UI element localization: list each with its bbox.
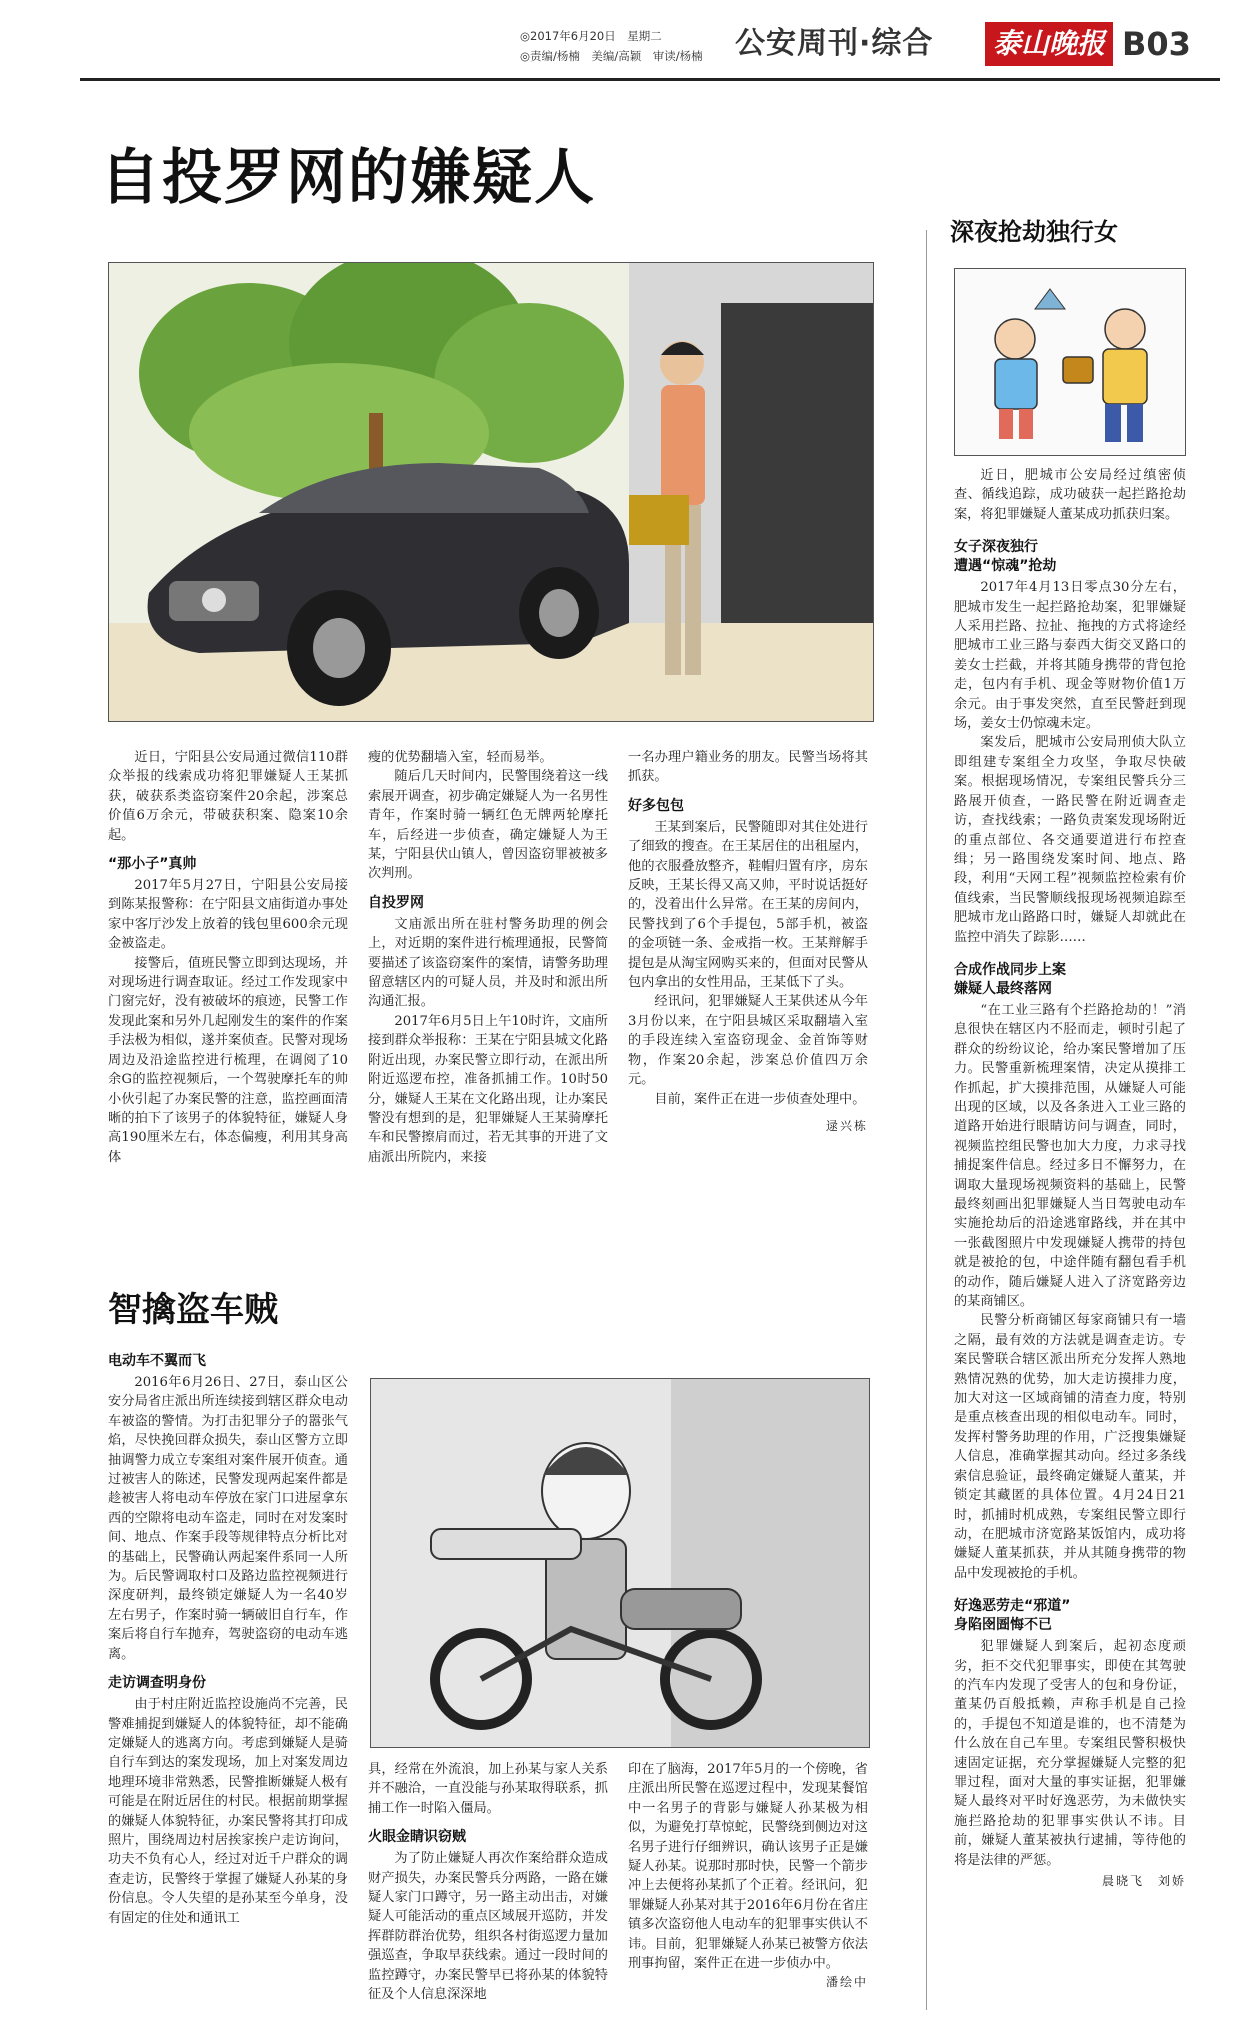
article-car-col1 xyxy=(108,1352,348,1928)
article-car-col3 xyxy=(628,1760,868,1993)
paragraph: 近日，宁阳县公安局通过微信110群众举报的线索成功将犯罪嫌疑人王某抓获，破获系类盗窃案件20余起，涉案总价值6万余元，带破获积案、隐案10余起。 xyxy=(108,750,348,843)
paragraph: 由于村庄附近监控设施尚不完善，民警难捕捉到嫌疑人的体貌特征，却不能确定嫌疑人的逃离方向。考虑到嫌疑人是骑自行车到达的案发现场，加上对案发周边地理环境非常熟悉，民警推断嫌疑人极有可能是在附近居住的村民。根据前期掌握的嫌疑人体貌特征，办案民警将其打印成照片，围绕周边村居挨家挨户走访询问，功夫不负有心人，经过对近千户群众的调查走访，民警终于掌握了嫌疑人孙某的身份信息。令人失望的是孙某至今单身，没有固定的住处和通讯工 xyxy=(108,1697,348,1926)
paragraph: 民警分析商铺区每家商铺只有一墙之隔，最有效的方法就是调查走访。专案民警联合辖区派出所充分发挥人熟地熟情况熟的优势，加大走访摸排力度，加大对这一区域商铺的清查力度，特别是重点核查出现的相似电动车。同时，发挥村警务助理的作用，广泛搜集嫌疑人信息，准确掌握其动向。经过多条线索信息验证，最终确定嫌疑人董某，并锁定其藏匿的具体位置。4月24日21时，抓捕时机成熟，专案组民警立即行动，在肥城市济宽路某饭馆内，成功将嫌疑人董某抓获，并从其随身携带的物品中发现被抢的手机。 xyxy=(954,1313,1186,1581)
subheading-line2: 嫌疑人最终落网 xyxy=(954,980,1052,997)
subheading: 电动车不翼而飞 xyxy=(108,1353,206,1369)
byline: 潘绘中 xyxy=(825,1975,868,1990)
subheading xyxy=(954,538,1186,576)
illustration-scooter-thief xyxy=(370,1378,870,1748)
article-main-col3 xyxy=(628,748,868,1136)
paragraph: 2017年5月27日，宁阳县公安局接到陈某报警称：在宁阳县文庙街道办事处家中客厅沙发上放着的钱包里600余元现金被盗走。 xyxy=(108,878,348,952)
article-side-col xyxy=(954,466,1186,1891)
byline: 逯兴栋 xyxy=(825,1118,868,1133)
paragraph: “在工业三路有个拦路抢劫的！”消息很快在辖区内不胫而走，顿时引起了群众的纷纷议论，给办案民警增加了压力。民警重新梳理案情，决定从摸排工作抓起，扩大摸排范围，从嫌疑人可能出现的区域，以及各条进入工业三路的道路开始进行眼睛访问与调查，同时，视频监控组民警也加大力度，力求寻找捕捉案件信息。经过多日不懈努力，在调取大量现场视频资料的基础上，民警最终刻画出犯罪嫌疑人当日驾驶电动车实施抢劫后的沿途逃窜路线，并在其中一张截图照片中发现嫌疑人携带的持包就是被抢的包，中途伴随有翻包看手机的动作，随后嫌疑人进入了济宽路旁边的某商铺区。 xyxy=(954,1002,1186,1310)
subheading-line1: 合成作战同步上案 xyxy=(954,961,1066,978)
subheading: 走访调查明身份 xyxy=(108,1675,206,1692)
subheading-line2: 身陷囹圄悔不已 xyxy=(954,1617,1052,1634)
subheading: 自投罗网 xyxy=(368,894,424,911)
paragraph: 2016年6月26日、27日，泰山区公安分局省庄派出所连续接到辖区群众电动车被盗的警情。为打击犯罪分子的嚣张气焰，尽快挽回群众损失，泰山区警方立即抽调警力成立专案组对案件展开侦查。通过被害人的陈述，民警发现两起案件都是趁被害人将电动车停放在家门口进屋拿东西的空隙将电动车盗走，同时在对发案时间、地点、作案手段等规律特点分析比对的基础上，民警确认两起案件系同一人所为。后民警调取村口及路边监控视频进行深度研判，最终锁定嫌疑人为一名40岁左右男子，作案时骑一辆破旧自行车，作案后将自行车抛弃，驾驶盗窃的电动车逃离。 xyxy=(108,1375,348,1662)
page-number: B03 xyxy=(1122,25,1191,63)
illustration-robbery xyxy=(954,268,1186,456)
paragraph: 近日，肥城市公安局经过缜密侦查、循线追踪，成功破获一起拦路抢劫案，将犯罪嫌疑人董某成功抓获归案。 xyxy=(954,468,1186,522)
byline: 晨晓飞 刘娇 xyxy=(1101,1874,1186,1888)
illustration-car-man xyxy=(108,262,874,722)
article-car-col2 xyxy=(368,1760,608,2004)
paragraph: 文庙派出所在驻村警务助理的例会上，对近期的案件进行梳理通报，民警简要描述了该盗窃案件的案情，请警务助理留意辖区内的可疑人员，并及时和派出所沟通汇报。 xyxy=(368,916,608,1010)
editor-line: ◎责编/杨楠 美编/高颖 审读/杨楠 xyxy=(520,49,703,63)
date-line: ◎2017年6月20日 星期二 xyxy=(520,29,662,43)
article-main-col1 xyxy=(108,748,348,1167)
paragraph: 为了防止嫌疑人再次作案给群众造成财产损失，办案民警兵分两路，一路在嫌疑人家门口蹲守，另一路主动出击，对嫌疑人可能活动的重点区域展开巡防，并发挥群防群治优势，组织各村街巡逻力量加强巡查，争取早获线索。通过一段时间的监控蹲守，办案民警早已将孙某的体貌特征及个人信息深深地 xyxy=(368,1851,608,2003)
paragraph: 随后几天时间内，民警围绕着这一线索展开调查，初步确定嫌疑人为一名男性青年，作案时骑一辆红色无牌两轮摩托车，后经进一步侦查，确定嫌疑人为王某，宁阳县伏山镇人，曾因盗窃罪被被多次判刑。 xyxy=(368,769,608,882)
subheading-line1: 好逸恶劳走“邪道” xyxy=(954,1598,1071,1615)
paragraph: 犯罪嫌疑人到案后，起初态度顽劣，拒不交代犯罪事实，即使在其驾驶的汽车内发现了受害人的包和身份证，董某仍百般抵赖，声称手机是自己捡的，手提包不知道是谁的，也不清楚为什么放在自己车里。专案组民警积极快速固定证据，充分掌握嫌疑人完整的犯罪过程，面对大量的事实证据，犯罪嫌疑人最终对平时好逸恶劳，为未做快实施拦路抢劫的犯罪事实供认不讳。目前，嫌疑人董某被执行逮捕，等待他的将是法律的严惩。 xyxy=(954,1639,1186,1868)
subheading: 好多包包 xyxy=(628,797,684,814)
section-title: 公安周刊·综合 xyxy=(735,26,934,61)
paragraph: 一名办理户籍业务的朋友。民警当场将其抓获。 xyxy=(628,750,868,785)
paragraph: 印在了脑海，2017年5月的一个傍晚，省庄派出所民警在巡逻过程中，发现某餐馆中一名男子的背影与嫌疑人孙某极为相似，为避免打草惊蛇，民警绕到侧边对这名男子进行仔细辨识，确认该男子正是嫌疑人孙某。说那时那时快，民警一个箭步冲上去便将孙某抓了个正着。经讯问，犯罪嫌疑人孙某对其于2016年6月份在省庄镇多次盗窃他人电动车的犯罪事实供认不讳。目前，犯罪嫌疑人孙某已被警方依法刑事拘留，案件正在进一步侦办中。 xyxy=(628,1762,868,1972)
article-car-title: 智擒盗车贼 xyxy=(108,1290,278,1330)
paragraph: 目前，案件正在进一步侦查处理中。 xyxy=(654,1091,866,1107)
paragraph: 接警后，值班民警立即到达现场，并对现场进行调查取证。经过工作发现家中门窗完好，没有被破坏的痕迹，民警工作发现此案和另外几起刚发生的案件的作案手法极为相似，遂并案侦查。民警对现场周边及沿途监控进行梳理，在调阅了10余G的监控视频后，一个驾驶摩托车的帅小伙引起了办案民警的注意，监控画面清晰的拍下了该男子的体貌特征，嫌疑人身高190厘米左右，体态偏瘦，利用其身高体 xyxy=(108,955,348,1165)
subheading-line2: 遭遇“惊魂”抢劫 xyxy=(954,558,1057,575)
subheading xyxy=(954,1597,1186,1635)
article-side-title: 深夜抢劫独行女 xyxy=(950,218,1118,246)
paragraph: 具，经常在外流浪，加上孙某与家人关系并不融洽，一直没能与孙某取得联系，抓捕工作一时陷入僵局。 xyxy=(368,1762,608,1816)
subheading xyxy=(954,961,1186,999)
subheading: “那小子”真帅 xyxy=(108,856,197,873)
paragraph: 2017年6月5日上午10时许，文庙所接到群众举报称：王某在宁阳县城文化路附近出现，办案民警立即行动，在派出所附近巡逻布控，准备抓捕工作。10时50分，嫌疑人王某在文化路出现，让办案民警没有想到的是，犯罪嫌疑人王某骑摩托车和民警擦肩而过，若无其事的开进了文庙派出所院内，来接 xyxy=(368,1013,608,1165)
paragraph: 王某到案后，民警随即对其住处进行了细致的搜查。在王某居住的出租屋内，他的衣服叠放整齐，鞋帽归置有序，房东反映，王某长得又高又帅，平时说话挺好的，没着出什么异常。在王某的房间内，民警找到了6个手提包，5部手机，被盗的金项链一条、金戒指一枚。王某辩解手提包是从淘宝网购买来的，但面对民警从包内拿出的女性用品，王某低下了头。 xyxy=(628,819,868,991)
article-main-col2 xyxy=(368,748,608,1167)
paragraph: 经讯问，犯罪嫌疑人王某供述从今年3月份以来，在宁阳县城区采取翻墙入室的手段连续入室盗窃现金、金首饰等财物，作案20余起，涉案总价值四万余元。 xyxy=(628,994,868,1088)
paragraph: 2017年4月13日零点30分左右，肥城市发生一起拦路抢劫案，犯罪嫌疑人采用拦路、拉扯、拖拽的方式将途经肥城市工业三路与泰西大街交叉路口的姜女士拦截，并将其随身携带的背包抢走，包内有手机、现金等财物价值1万余元。由于事发突然，直至民警赶到现场，姜女士仍惊魂未定。 xyxy=(954,580,1186,732)
article-main-title: 自投罗网的嫌疑人 xyxy=(100,143,596,213)
paper-logo: 泰山晚报 xyxy=(985,22,1113,66)
paragraph: 瘦的优势翻墙入室，轻而易举。 xyxy=(368,750,553,765)
paragraph: 案发后，肥城市公安局刑侦大队立即组建专案组全力攻坚，争取尽快破案。根据现场情况，专案组民警兵分三路展开侦查，一路民警在附近调查走访，查找线索；一路负责案发现场附近的重点部位、各交通要道进行布控查缉；另一路围绕发案时间、地点、路段，利用“天网工程”视频监控检索有价值线索，当民警顺线报现场视频追踪至肥城市龙山路路口时，嫌疑人却就此在监控中消失了踪影…… xyxy=(954,735,1186,945)
subheading: 火眼金睛识窃贼 xyxy=(368,1829,466,1846)
header-rule xyxy=(80,78,1220,81)
subheading-line1: 女子深夜独行 xyxy=(954,539,1038,556)
side-divider xyxy=(926,230,927,2010)
